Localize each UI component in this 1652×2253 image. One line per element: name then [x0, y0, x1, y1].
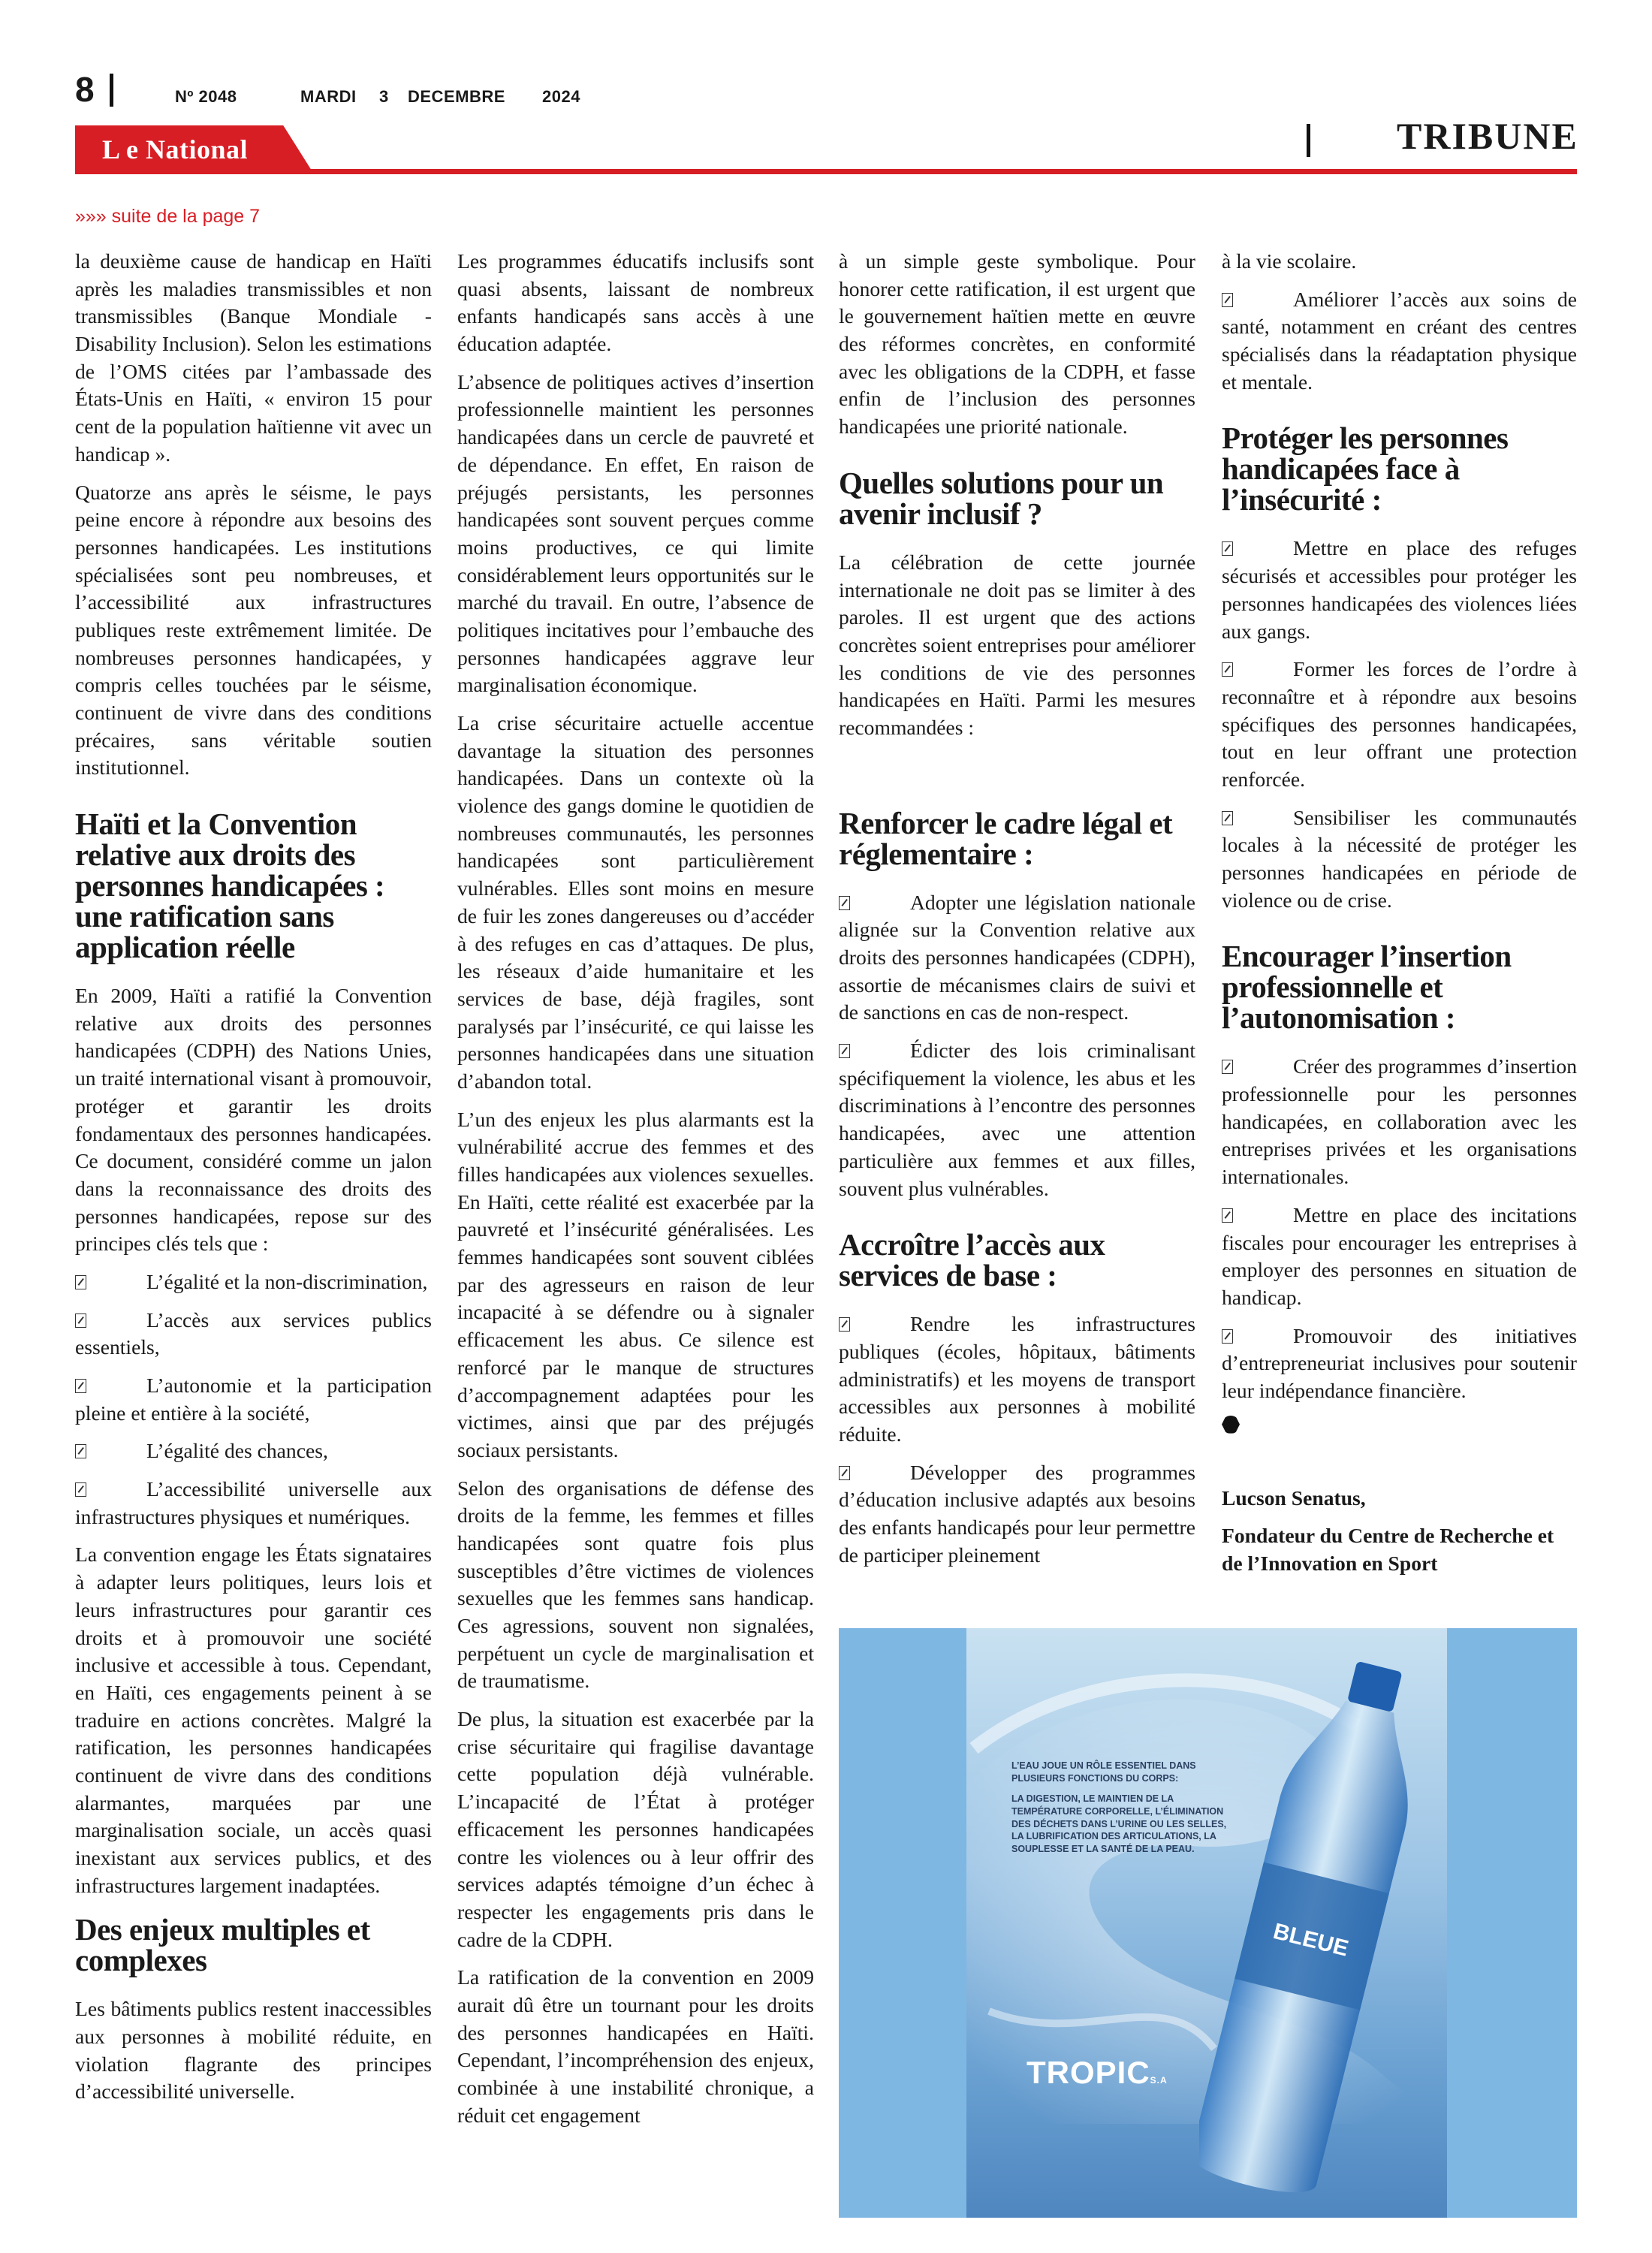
paragraph: La ratification de la convention en 2009 aurait dû être un tournant pour les droits des personnes handicapées en Haïti. Cependant, l’incompréhension des enjeux, combinée à une instabilité chronique, a réduit cet engagement: [457, 1965, 814, 2127]
bullet-box-icon: [1222, 293, 1233, 307]
page-number: 8: [75, 70, 95, 109]
paragraph: Quatorze ans après le séisme, le pays peine encore à répondre aux besoins des personnes handicapées. Les institutions spécialisées sont peu nombreuses, et l’accessibilité aux infrastructures publiques reste extrêmement limitée. De nombreuses personnes handicapées, y compris celles touchées par le séisme, continuent de vivre dans des conditions précaires, sans véritable soutien institutionnel.: [75, 480, 432, 780]
article-column-3: [839, 248, 1195, 1579]
page-number-divider: [110, 74, 113, 107]
date-year: 2024: [542, 87, 580, 106]
date-month: DECEMBRE: [408, 87, 505, 106]
bullet-box-icon: [1222, 1060, 1233, 1074]
bullet-box-icon: [839, 896, 850, 910]
bullet-box-icon: [1222, 662, 1233, 677]
ad-copy-line: L’EAU JOUE UN RÔLE ESSENTIEL DANS PLUSIEURS FONCTIONS DU CORPS:: [1011, 1760, 1196, 1784]
article-column-2: [457, 248, 814, 2140]
paragraph: Selon des organisations de défense des droits de la femme, les femmes et filles handicapées sont quatre fois plus susceptibles d’être victimes de violences sexuelles que les femmes sans handicap. Ces agressions, souvent non signalées, perpétuent un cycle de marginalisation et de traumatisme.: [457, 1476, 814, 1693]
list-item: Édicter des lois criminalisant spécifiquement la violence, les abus et les discriminations à l’encontre des personnes handicapées, avec une attention particulière aux femmes et aux filles, souvent plus vulnérables.: [839, 1039, 1195, 1200]
subheading: Renforcer le cadre légal et réglementaire :: [839, 805, 1173, 871]
ad-copy-line: LA DIGESTION, LE MAINTIEN DE LA TEMPÉRATURE CORPORELLE, L’ÉLIMINATION DES DÉCHETS DANS L’URINE OU LES SELLES, LA LUBRIFICATION DES ARTICULATIONS, LA SOUPLESSE ET LA SANTÉ DE LA PEAU.: [1011, 1793, 1227, 1855]
bullet-box-icon: [1222, 1329, 1233, 1344]
article-column-4: [1222, 248, 1577, 1588]
continued-from: »»» suite de la page 7: [75, 206, 261, 227]
bullet-box-icon: [75, 1379, 86, 1393]
paragraph: L’un des enjeux les plus alarmants est la vulnérabilité accrue des femmes et des filles handicapées aux violences sexuelles. En Haïti, cette réalité est exacerbée par la pauvreté et l’insécurité généralisées. Les femmes handicapées sont souvent ciblées par des agresseurs en raison de leur incapacité à se défendre ou à signaler efficacement les abus. Ce silence est renforcé par le manque de structures d’accompagnement adaptées pour les victimes, ainsi que par des préjugés sociaux persistants.: [457, 1107, 814, 1461]
list-item: Développer des programmes d’éducation inclusive adaptés aux besoins des enfants handicapés pour leur permettre de participer pleinement: [839, 1460, 1195, 1567]
list-item: L’égalité des chances,: [75, 1437, 432, 1465]
subheading: Accroître l’accès aux services de base :: [839, 1227, 1105, 1293]
date-day: MARDI: [300, 87, 357, 106]
section-divider: [1307, 124, 1310, 157]
end-of-article-icon: [1222, 1416, 1240, 1434]
ad-brand-logo: TROPICS.A: [1026, 2055, 1168, 2090]
paragraph: La convention engage les États signataires à adapter leurs politiques, leurs lois et leurs infrastructures pour garantir ces droits et à promouvoir une société inclusive et accessible à tous. Cependant, en Haïti, ces engagements peinent à se traduire en actions concrètes. Malgré la ratification, les personnes handicapées continuent de vivre dans des conditions alarmantes, marquées par une marginalisation sociale, un accès quasi inexistant aux services publics, et des infrastructures largement inadaptées.: [75, 1543, 432, 1897]
list-item: L’égalité et la non-discrimination,: [75, 1268, 432, 1296]
article-column-1: [75, 248, 432, 2116]
list-item: L’autonomie et la participation pleine et entière à la société,: [75, 1374, 432, 1425]
author-title: Fondateur du Centre de Recherche et de l’Innovation en Sport: [1222, 1524, 1554, 1575]
advertisement: [839, 1628, 1577, 2218]
paragraph: Les bâtiments publics restent inaccessibles aux personnes à mobilité réduite, en violation flagrante des principes d’accessibilité universelle.: [75, 1997, 432, 2104]
bullet-box-icon: [839, 1044, 850, 1058]
paragraph: Les programmes éducatifs inclusifs sont quasi absents, laissant de nombreux enfants handicapés sans accès à une éducation adaptée.: [457, 249, 814, 356]
bullet-box-icon: [75, 1275, 86, 1289]
paragraph: En 2009, Haïti a ratifié la Convention relative aux droits des personnes handicapées (CDPH) des Nations Unies, un traité international visant à promouvoir, protéger et garantir les droits fondamentaux des personnes handicapées. Ce document, considéré comme un jalon dans la reconnaissance des droits des personnes handicapées, repose sur des principes clés tels que :: [75, 984, 432, 1256]
list-item: L’accessibilité universelle aux infrastructures physiques et numériques.: [75, 1477, 432, 1528]
author-name: Lucson Senatus,: [1222, 1485, 1366, 1510]
subheading: Protéger les personnes handicapées face à l’insécurité :: [1222, 421, 1509, 517]
list-item: Améliorer l’accès aux soins de santé, notamment en créant des centres spécialisés dans la réadaptation physique et mentale.: [1222, 287, 1577, 394]
bullet-box-icon: [1222, 1208, 1233, 1223]
bullet-box-icon: [1222, 541, 1233, 556]
ad-copy: [1011, 1760, 1229, 1856]
list-item: Créer des programmes d’insertion professionnelle pour les personnes handicapées, en collaboration avec les entreprises privées et les organisations internationales.: [1222, 1054, 1577, 1189]
section-title: TRIBUNE: [1397, 115, 1578, 157]
paragraph: à un simple geste symbolique. Pour honorer cette ratification, il est urgent que le gouvernement haïtien mette en œuvre des réformes concrètes, en conformité avec les obligations de la CDPH, et fasse enfin de l’inclusion des personnes handicapées une priorité nationale.: [839, 249, 1195, 439]
bottle-label: BLEUE: [1271, 1919, 1351, 1962]
ad-visual: [966, 1628, 1447, 2218]
list-item: Mettre en place des refuges sécurisés et accessibles pour protéger les personnes handicapées des violences liées aux gangs.: [1222, 536, 1577, 643]
brand-logo: L e National: [102, 134, 249, 164]
bullet-box-icon: [75, 1444, 86, 1458]
date-number: 3: [379, 87, 389, 106]
paragraph: L’absence de politiques actives d’insertion professionnelle maintient les personnes handicapées dans un cercle de pauvreté et de dépendance. En effet, En raison de préjugés persistants, les personnes handicapées sont souvent perçues comme moins productives, ce qui limite considérablement leurs opportunités sur le marché du travail. En outre, l’absence de politiques incitatives pour l’embauche des personnes handicapées aggrave leur marginalisation économique.: [457, 369, 814, 697]
list-item: Promouvoir des initiatives d’entrepreneuriat inclusives pour soutenir leur indépendance financière.: [1222, 1323, 1577, 1402]
header-rule: [75, 169, 1577, 174]
paragraph: La crise sécuritaire actuelle accentue davantage la situation des personnes handicapées. Dans un contexte où la violence des gangs domine le quotidien de nombreuses communautés, les personnes handicapées sont particulièrement vulnérables. Elles sont moins en mesure de fuir les zones dangereuses ou d’accéder à des refuges en cas d’attaques. De plus, les réseaux d’aide humanitaire et les services de base, déjà fragiles, sont paralysés par l’insécurité, ce qui laisse les personnes handicapées dans une situation d’abandon total.: [457, 711, 814, 1093]
list-item: Sensibiliser les communautés locales à la nécessité de protéger les personnes handicapées en période de violence ou de crise.: [1222, 805, 1577, 912]
paragraph: La célébration de cette journée internationale ne doit pas se limiter à des paroles. Il est urgent que des actions concrètes soient entreprises pour améliorer les conditions de vie des personnes handicapées en Haïti. Parmi les mesures recommandées :: [839, 550, 1195, 739]
subheading: Quelles solutions pour un avenir inclusif ?: [839, 465, 1164, 531]
bullet-box-icon: [839, 1466, 850, 1480]
paragraph: la deuxième cause de handicap en Haïti après les maladies transmissibles et non transmissibles (Banque Mondiale - Disability Inclusion). Selon les estimations de l’OMS citées par l’ambassade des États-Unis en Haïti, « environ 15 pour cent de la population haïtienne vit avec un handicap ».: [75, 249, 432, 466]
paragraph: De plus, la situation est exacerbée par la crise sécuritaire qui fragilise davantage cette population déjà vulnérable. L’incapacité de l’État à protéger efficacement les personnes handicapées contre les violences ou à leur offrir des services adaptés témoigne d’un échec à respecter les engagements pris dans le cadre de la CDPH.: [457, 1707, 814, 1951]
list-item: Adopter une législation nationale alignée sur la Convention relative aux droits des personnes handicapées (CDPH), assortie de mécanismes clairs de suivi et de sanctions en cas de non-respect.: [839, 890, 1195, 1024]
bullet-box-icon: [75, 1313, 86, 1328]
subheading: Des enjeux multiples et complexes: [75, 1912, 370, 1978]
subheading: Haïti et la Convention relative aux droits des personnes handicapées : une ratification sans application réelle: [75, 807, 385, 965]
bullet-box-icon: [1222, 811, 1233, 825]
water-bottle-icon: [1199, 1636, 1424, 2214]
issue-number: Nº 2048: [175, 87, 237, 106]
bullet-box-icon: [839, 1317, 850, 1332]
list-item: Former les forces de l’ordre à reconnaître et à répondre aux besoins spécifiques des personnes handicapées, tout en leur offrant une protection renforcée.: [1222, 657, 1577, 791]
list-item: Mettre en place des incitations fiscales pour encourager les entreprises à employer des personnes en situation de handicap.: [1222, 1202, 1577, 1309]
bullet-box-icon: [75, 1482, 86, 1497]
list-item: L’accès aux services publics essentiels,: [75, 1307, 432, 1359]
list-item: Rendre les infrastructures publiques (écoles, hôpitaux, bâtiments administratifs) et les moyens de transport accessibles aux personnes à mobilité réduite.: [839, 1312, 1195, 1446]
paragraph: à la vie scolaire.: [1222, 249, 1357, 273]
subheading: Encourager l’insertion professionnelle et l’autonomisation :: [1222, 939, 1512, 1036]
